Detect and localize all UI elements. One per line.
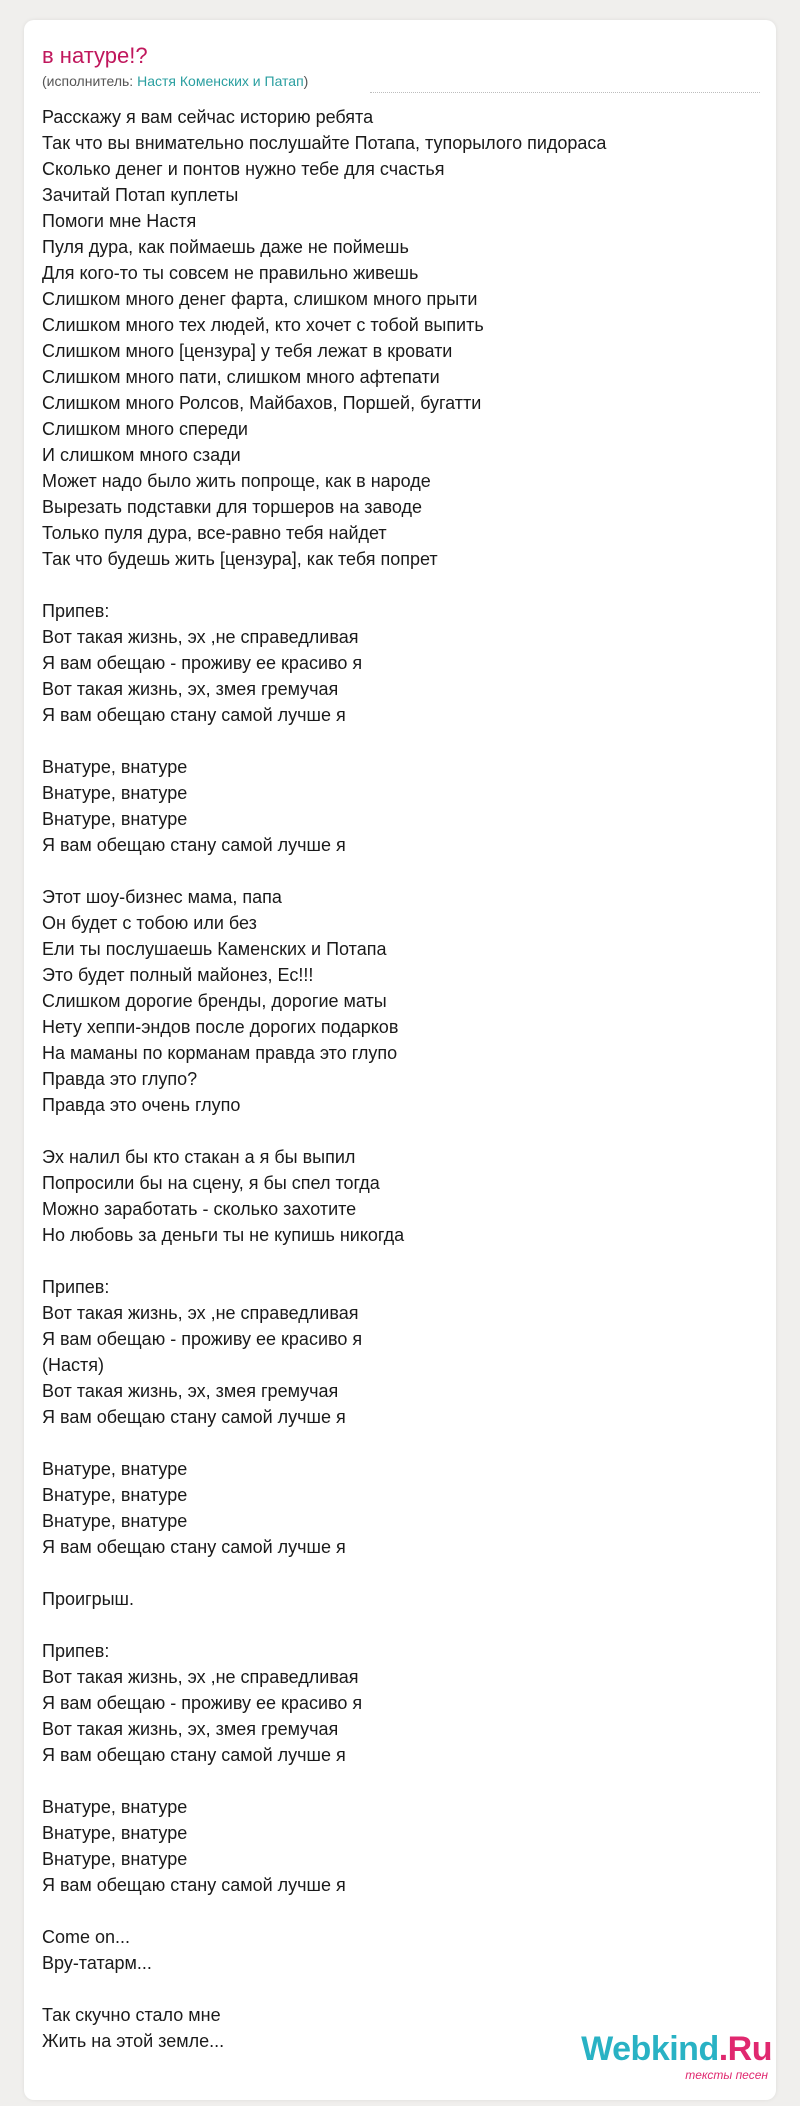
lyric-line: Я вам обещаю стану самой лучше я	[42, 1537, 346, 1557]
lyric-line: Вот такая жизнь, эх, змея гремучая	[42, 1381, 339, 1401]
lyric-line: Припев:	[42, 1277, 110, 1297]
lyric-line: Сколько денег и понтов нужно тебе для счастья	[42, 159, 445, 179]
lyric-line	[42, 572, 742, 598]
lyric-line: Но любовь за деньги ты не купишь никогда	[42, 1225, 405, 1245]
lyric-line: Зачитай Потап куплеты	[42, 185, 239, 205]
lyric-line: Нету хеппи-эндов после дорогих подарков	[42, 1017, 399, 1037]
lyric-line: Припев:	[42, 1641, 110, 1661]
lyric-line: Этот шоу-бизнес мама, папа	[42, 887, 282, 907]
lyric-line: Помоги мне Настя	[42, 211, 197, 231]
lyric-line: И слишком много сзади	[42, 445, 241, 465]
lyric-line: Расскажу я вам сейчас историю ребята	[42, 107, 374, 127]
lyric-line	[42, 1248, 742, 1274]
lyric-line: Припев:	[42, 601, 110, 621]
lyric-line: Ели ты послушаешь Каменских и Потапа	[42, 939, 387, 959]
lyric-line: Слишком много Ролсов, Майбахов, Поршей, бугатти	[42, 393, 482, 413]
lyric-line	[42, 1612, 742, 1638]
lyric-line: Внатуре, внатуре	[42, 1459, 188, 1479]
lyric-line	[42, 1976, 742, 2002]
lyric-line: Внатуре, внатуре	[42, 1511, 188, 1531]
lyric-line: Внатуре, внатуре	[42, 1823, 188, 1843]
lyric-line: Правда это очень глупо	[42, 1095, 241, 1115]
lyric-line: Вот такая жизнь, эх, змея гремучая	[42, 679, 339, 699]
site-logo[interactable]	[582, 2030, 772, 2090]
lyric-line: Слишком много спереди	[42, 419, 248, 439]
lyric-line: На маманы по корманам правда это глупо	[42, 1043, 398, 1063]
lyric-line: Вру-татарм...	[42, 1953, 152, 1973]
lyric-line: Эх налил бы кто стакан а я бы выпил	[42, 1147, 356, 1167]
lyric-line: Внатуре, внатуре	[42, 783, 188, 803]
logo-name-part1: Webkind	[581, 2030, 719, 2068]
lyric-line: Come on...	[42, 1927, 131, 1947]
lyric-line: (Настя)	[42, 1355, 104, 1375]
lyric-line: Внатуре, внатуре	[42, 757, 188, 777]
lyric-line: Пуля дура, как поймаешь даже не поймешь	[42, 237, 409, 257]
song-title: в натуре!?	[42, 43, 148, 68]
lyric-line	[42, 1118, 742, 1144]
lyric-line: Слишком много денег фарта, слишком много прыти	[42, 289, 478, 309]
lyric-line: Проигрыш.	[42, 1589, 134, 1609]
lyric-line: Слишком много тех людей, кто хочет с тобой выпить	[42, 315, 484, 335]
lyric-line: Я вам обещаю стану самой лучше я	[42, 1875, 346, 1895]
lyric-line: Вырезать подставки для торшеров на заводе	[42, 497, 423, 517]
performer-line	[42, 72, 308, 90]
performer-link[interactable]: Настя Коменских и Патап	[137, 73, 304, 89]
lyric-line: Для кого-то ты совсем не правильно живешь	[42, 263, 419, 283]
lyric-line: Вот такая жизнь, эх ,не справедливая	[42, 627, 359, 647]
lyric-line: Я вам обещаю - проживу ее красиво я	[42, 653, 363, 673]
lyric-line	[42, 1560, 742, 1586]
lyric-line	[42, 858, 742, 884]
lyric-line	[42, 1768, 742, 1794]
lyric-line	[42, 1898, 742, 1924]
lyric-line: Я вам обещаю стану самой лучше я	[42, 1407, 346, 1427]
lyric-line: Я вам обещаю - проживу ее красиво я	[42, 1329, 363, 1349]
lyric-line: Так что будешь жить [цензура], как тебя попрет	[42, 549, 438, 569]
lyrics-text	[42, 104, 742, 2054]
lyric-line: Так скучно стало мне	[42, 2005, 221, 2025]
lyric-line: Слишком много пати, слишком много афтепати	[42, 367, 440, 387]
lyric-line: Может надо было жить попроще, как в народе	[42, 471, 431, 491]
lyric-line: Внатуре, внатуре	[42, 1485, 188, 1505]
lyric-line: Вот такая жизнь, эх, змея гремучая	[42, 1719, 339, 1739]
logo-wordmark	[581, 2030, 772, 2068]
logo-name-part2: .Ru	[718, 2030, 772, 2068]
lyric-line: Внатуре, внатуре	[42, 1797, 188, 1817]
lyric-line: Правда это глупо?	[42, 1069, 198, 1089]
lyric-line	[42, 728, 742, 754]
lyric-line: Внатуре, внатуре	[42, 1849, 188, 1869]
lyric-line: Так что вы внимательно послушайте Потапа, тупорылого пидораса	[42, 133, 607, 153]
lyric-line: Я вам обещаю стану самой лучше я	[42, 705, 346, 725]
lyric-line: Можно заработать - сколько захотите	[42, 1199, 357, 1219]
lyric-line: Слишком дорогие бренды, дорогие маты	[42, 991, 387, 1011]
lyric-line: Я вам обещаю стану самой лучше я	[42, 1745, 346, 1765]
performer-prefix: (исполнитель:	[42, 73, 138, 89]
lyric-line: Жить на этой земле...	[42, 2031, 225, 2051]
lyric-line: Вот такая жизнь, эх ,не справедливая	[42, 1303, 359, 1323]
lyric-line: Слишком много [цензура] у тебя лежат в кровати	[42, 341, 453, 361]
header-divider	[370, 92, 760, 93]
logo-tagline: тексты песен	[685, 2068, 768, 2082]
lyric-line: Я вам обещаю стану самой лучше я	[42, 835, 346, 855]
lyric-line: Это будет полный майонез, Ес!!!	[42, 965, 314, 985]
lyric-line: Я вам обещаю - проживу ее красиво я	[42, 1693, 363, 1713]
lyric-line	[42, 1430, 742, 1456]
lyric-line: Он будет с тобою или без	[42, 913, 257, 933]
lyric-line: Внатуре, внатуре	[42, 809, 188, 829]
lyric-line: Вот такая жизнь, эх ,не справедливая	[42, 1667, 359, 1687]
lyric-line: Попросили бы на сцену, я бы спел тогда	[42, 1173, 380, 1193]
performer-suffix: )	[303, 73, 309, 89]
lyric-line: Только пуля дура, все-равно тебя найдет	[42, 523, 387, 543]
